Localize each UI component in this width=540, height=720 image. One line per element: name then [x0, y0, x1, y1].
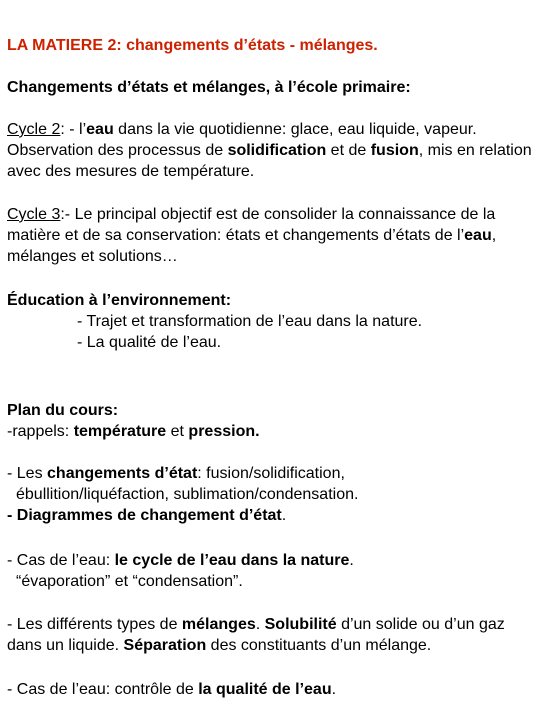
- cycle3-text-2: , mélanges et solutions…: [7, 227, 497, 265]
- diagrammes-end: .: [281, 507, 287, 524]
- cycle3-label: Cycle 3: [7, 206, 61, 223]
- qualite-section: [7, 679, 535, 700]
- cycle3-eau: eau: [464, 227, 492, 244]
- changements-rest: : fusion/solidification,: [197, 465, 345, 482]
- cycle2-label: Cycle 2: [7, 121, 61, 138]
- qualite-bold: la qualité de l’eau: [198, 681, 332, 698]
- diagrammes-prefix: -: [7, 507, 17, 524]
- rappels-prefix: -rappels:: [7, 423, 74, 440]
- melanges-bold-3: Séparation: [123, 637, 207, 654]
- cycle2-text-5: , mis en relation avec des mesures de température.: [7, 142, 532, 180]
- cycle3-paragraph: [7, 204, 535, 267]
- changements-section: [7, 463, 535, 526]
- melanges-text-1: .: [255, 616, 265, 633]
- melanges-bold-1: mélanges: [181, 616, 256, 633]
- cycle3-text-1: :- Le principal objectif est de consolider la connaissance de la matière et de sa conservation: états et changements d’états de l’: [7, 206, 496, 244]
- heading-text: Changements d’états et mélanges, à l’école primaire:: [7, 79, 411, 96]
- diagrammes-bold: Diagrammes de changement d’état: [16, 507, 282, 524]
- education-item: - Trajet et transformation de l’eau dans la nature.: [77, 313, 423, 330]
- section-heading: [7, 77, 535, 98]
- rappels-pression: pression.: [188, 423, 260, 440]
- rappels-temperature: température: [73, 423, 167, 440]
- cycle2-text-3: Observation des processus de: [7, 142, 228, 159]
- education-item: - La qualité de l’eau.: [77, 334, 222, 351]
- cycle2-solidification: solidification: [227, 142, 327, 159]
- plan-heading: Plan du cours:: [7, 402, 119, 419]
- qualite-prefix: - Cas de l’eau: contrôle de: [7, 681, 199, 698]
- changements-bold: changements d’état: [47, 465, 198, 482]
- plan-section: [7, 400, 535, 442]
- cycle2-text-2: dans la vie quotidienne: glace, eau liquide, vapeur.: [113, 121, 477, 138]
- melanges-text-3: des constituants d’un mélange.: [206, 637, 432, 654]
- document-title: LA MATIERE 2: changements d’états - mélanges.: [7, 37, 378, 54]
- melanges-bold-2: Solubilité: [264, 616, 337, 633]
- education-heading: Éducation à l’environnement:: [7, 292, 232, 309]
- cycle-eau-line2: “évaporation” et “condensation”.: [16, 573, 243, 590]
- cycle-eau-bold: le cycle de l’eau dans la nature: [114, 552, 350, 569]
- changements-line2: ébullition/liquéfaction, sublimation/condensation.: [16, 486, 359, 503]
- plan-rappels: [7, 421, 535, 442]
- changements-prefix: - Les: [7, 465, 48, 482]
- cycle-eau-end: .: [349, 552, 354, 569]
- cycle2-eau: eau: [86, 121, 114, 138]
- cycle2-text-1: : - l’: [60, 121, 87, 138]
- cycle2-text-4: et de: [326, 142, 371, 159]
- education-section: [7, 290, 535, 353]
- melanges-text-2: d’un solide ou d’un gaz dans un liquide.: [7, 616, 505, 654]
- rappels-et: et: [166, 423, 189, 440]
- cycle-eau-prefix: - Cas de l’eau:: [7, 552, 115, 569]
- cycle2-fusion: fusion: [370, 142, 419, 159]
- cycle2-paragraph: [7, 119, 535, 182]
- melanges-section: [7, 614, 535, 656]
- qualite-end: .: [331, 681, 337, 698]
- melanges-prefix: - Les différents types de: [7, 616, 182, 633]
- cycle-eau-section: [7, 550, 535, 592]
